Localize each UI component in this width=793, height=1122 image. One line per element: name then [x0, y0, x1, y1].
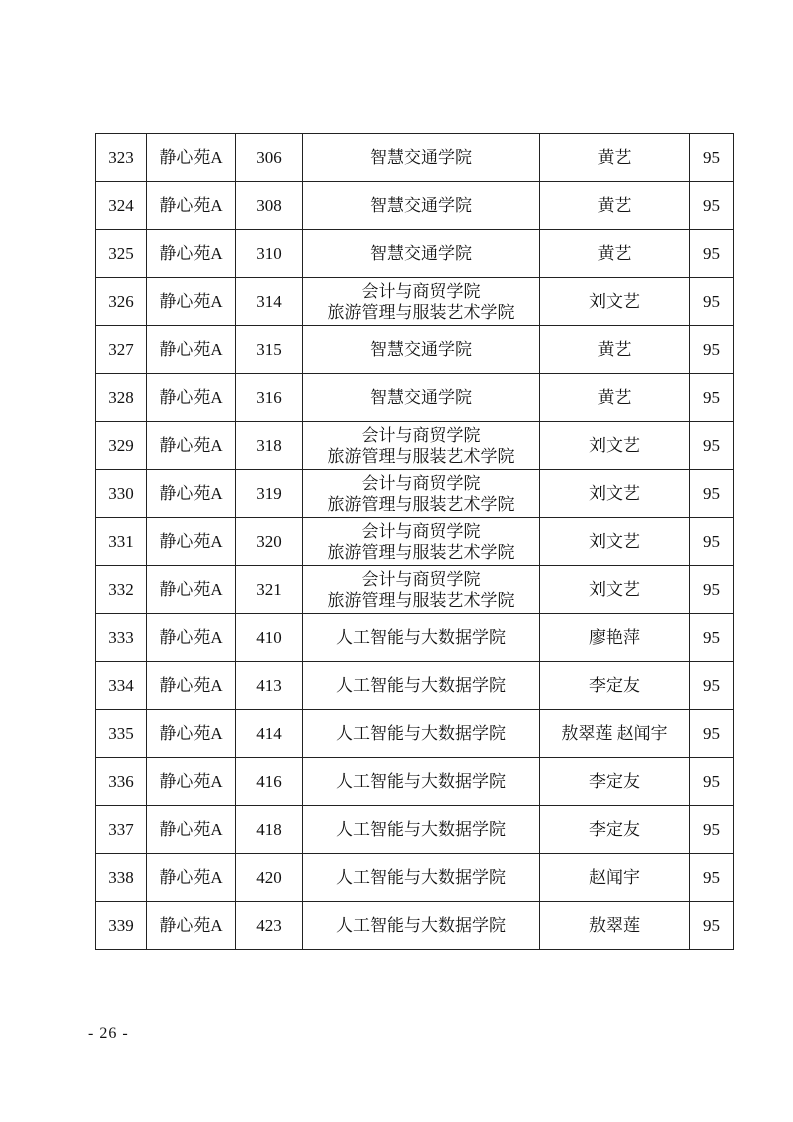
cell-score: 95 — [690, 710, 734, 758]
cell-number: 325 — [96, 230, 147, 278]
cell-building: 静心苑A — [147, 278, 236, 326]
table-row — [96, 374, 734, 422]
cell-college — [303, 566, 540, 614]
cell-college — [303, 134, 540, 182]
cell-person: 李定友 — [540, 662, 690, 710]
cell-number: 329 — [96, 422, 147, 470]
table-row — [96, 758, 734, 806]
cell-building: 静心苑A — [147, 230, 236, 278]
table-row — [96, 902, 734, 950]
cell-score: 95 — [690, 806, 734, 854]
cell-room: 319 — [236, 470, 303, 518]
cell-building: 静心苑A — [147, 758, 236, 806]
cell-college — [303, 854, 540, 902]
table-row — [96, 326, 734, 374]
cell-number: 333 — [96, 614, 147, 662]
college-line: 人工智能与大数据学院 — [336, 676, 506, 695]
college-line: 智慧交通学院 — [370, 388, 472, 407]
cell-person: 刘文艺 — [540, 470, 690, 518]
cell-college — [303, 518, 540, 566]
cell-score: 95 — [690, 278, 734, 326]
college-line: 旅游管理与服装艺术学院 — [327, 302, 515, 322]
college-line: 智慧交通学院 — [370, 196, 472, 215]
cell-person: 廖艳萍 — [540, 614, 690, 662]
cell-number: 337 — [96, 806, 147, 854]
cell-building: 静心苑A — [147, 374, 236, 422]
cell-room: 316 — [236, 374, 303, 422]
table-row — [96, 470, 734, 518]
cell-person: 黄艺 — [540, 230, 690, 278]
cell-number: 323 — [96, 134, 147, 182]
cell-building: 静心苑A — [147, 902, 236, 950]
cell-college — [303, 806, 540, 854]
cell-college — [303, 710, 540, 758]
cell-college — [303, 278, 540, 326]
cell-person: 刘文艺 — [540, 422, 690, 470]
cell-college — [303, 662, 540, 710]
cell-college — [303, 902, 540, 950]
table-row — [96, 422, 734, 470]
cell-number: 328 — [96, 374, 147, 422]
college-line: 旅游管理与服装艺术学院 — [327, 542, 515, 562]
cell-college — [303, 614, 540, 662]
cell-number: 324 — [96, 182, 147, 230]
cell-score: 95 — [690, 422, 734, 470]
table-body — [96, 134, 734, 950]
college-line: 人工智能与大数据学院 — [336, 916, 506, 935]
cell-score: 95 — [690, 854, 734, 902]
cell-number: 331 — [96, 518, 147, 566]
cell-person: 李定友 — [540, 806, 690, 854]
cell-person: 敖翠莲 赵闻宇 — [540, 710, 690, 758]
cell-building: 静心苑A — [147, 710, 236, 758]
table-row — [96, 566, 734, 614]
college-line: 会计与商贸学院 — [361, 425, 481, 445]
college-line: 人工智能与大数据学院 — [336, 868, 506, 887]
table-row — [96, 806, 734, 854]
cell-room: 310 — [236, 230, 303, 278]
cell-college — [303, 422, 540, 470]
cell-room: 318 — [236, 422, 303, 470]
cell-building: 静心苑A — [147, 854, 236, 902]
cell-score: 95 — [690, 374, 734, 422]
cell-room: 315 — [236, 326, 303, 374]
cell-number: 339 — [96, 902, 147, 950]
table-row — [96, 278, 734, 326]
cell-building: 静心苑A — [147, 518, 236, 566]
cell-college — [303, 470, 540, 518]
college-line: 智慧交通学院 — [370, 244, 472, 263]
cell-score: 95 — [690, 182, 734, 230]
college-line: 智慧交通学院 — [370, 148, 472, 167]
table-row — [96, 854, 734, 902]
cell-number: 327 — [96, 326, 147, 374]
college-line: 会计与商贸学院 — [361, 569, 481, 589]
cell-college — [303, 374, 540, 422]
cell-room: 418 — [236, 806, 303, 854]
cell-person: 敖翠莲 — [540, 902, 690, 950]
cell-score: 95 — [690, 470, 734, 518]
college-line: 智慧交通学院 — [370, 340, 472, 359]
college-line: 会计与商贸学院 — [361, 521, 481, 541]
cell-score: 95 — [690, 758, 734, 806]
inspection-table — [95, 133, 734, 950]
cell-score: 95 — [690, 662, 734, 710]
cell-building: 静心苑A — [147, 614, 236, 662]
college-line: 会计与商贸学院 — [361, 281, 481, 301]
cell-room: 416 — [236, 758, 303, 806]
cell-building: 静心苑A — [147, 806, 236, 854]
college-line: 人工智能与大数据学院 — [336, 772, 506, 791]
cell-room: 321 — [236, 566, 303, 614]
cell-building: 静心苑A — [147, 470, 236, 518]
cell-person: 刘文艺 — [540, 518, 690, 566]
college-line: 旅游管理与服装艺术学院 — [327, 494, 515, 514]
cell-college — [303, 182, 540, 230]
cell-person: 赵闻宇 — [540, 854, 690, 902]
cell-number: 334 — [96, 662, 147, 710]
cell-room: 410 — [236, 614, 303, 662]
table-row — [96, 134, 734, 182]
table-row — [96, 662, 734, 710]
cell-score: 95 — [690, 902, 734, 950]
cell-building: 静心苑A — [147, 182, 236, 230]
cell-person: 黄艺 — [540, 134, 690, 182]
cell-building: 静心苑A — [147, 422, 236, 470]
cell-room: 306 — [236, 134, 303, 182]
cell-person: 刘文艺 — [540, 278, 690, 326]
table-row — [96, 182, 734, 230]
cell-number: 338 — [96, 854, 147, 902]
table-row — [96, 710, 734, 758]
cell-building: 静心苑A — [147, 326, 236, 374]
college-line: 人工智能与大数据学院 — [336, 628, 506, 647]
cell-person: 黄艺 — [540, 326, 690, 374]
cell-score: 95 — [690, 326, 734, 374]
cell-person: 黄艺 — [540, 374, 690, 422]
cell-college — [303, 326, 540, 374]
cell-room: 414 — [236, 710, 303, 758]
cell-room: 413 — [236, 662, 303, 710]
college-line: 人工智能与大数据学院 — [336, 820, 506, 839]
college-line: 旅游管理与服装艺术学院 — [327, 446, 515, 466]
cell-person: 李定友 — [540, 758, 690, 806]
cell-building: 静心苑A — [147, 566, 236, 614]
cell-score: 95 — [690, 518, 734, 566]
table-row — [96, 614, 734, 662]
cell-person: 黄艺 — [540, 182, 690, 230]
cell-number: 335 — [96, 710, 147, 758]
cell-score: 95 — [690, 134, 734, 182]
cell-college — [303, 758, 540, 806]
cell-number: 332 — [96, 566, 147, 614]
college-line: 人工智能与大数据学院 — [336, 724, 506, 743]
cell-number: 336 — [96, 758, 147, 806]
cell-room: 423 — [236, 902, 303, 950]
cell-score: 95 — [690, 566, 734, 614]
cell-person: 刘文艺 — [540, 566, 690, 614]
cell-number: 330 — [96, 470, 147, 518]
cell-room: 320 — [236, 518, 303, 566]
cell-score: 95 — [690, 230, 734, 278]
cell-building: 静心苑A — [147, 662, 236, 710]
college-line: 旅游管理与服装艺术学院 — [327, 590, 515, 610]
cell-room: 308 — [236, 182, 303, 230]
college-line: 会计与商贸学院 — [361, 473, 481, 493]
cell-score: 95 — [690, 614, 734, 662]
cell-room: 314 — [236, 278, 303, 326]
cell-college — [303, 230, 540, 278]
cell-room: 420 — [236, 854, 303, 902]
table-row — [96, 230, 734, 278]
cell-building: 静心苑A — [147, 134, 236, 182]
table-row — [96, 518, 734, 566]
page-number: - 26 - — [88, 1025, 129, 1042]
cell-number: 326 — [96, 278, 147, 326]
